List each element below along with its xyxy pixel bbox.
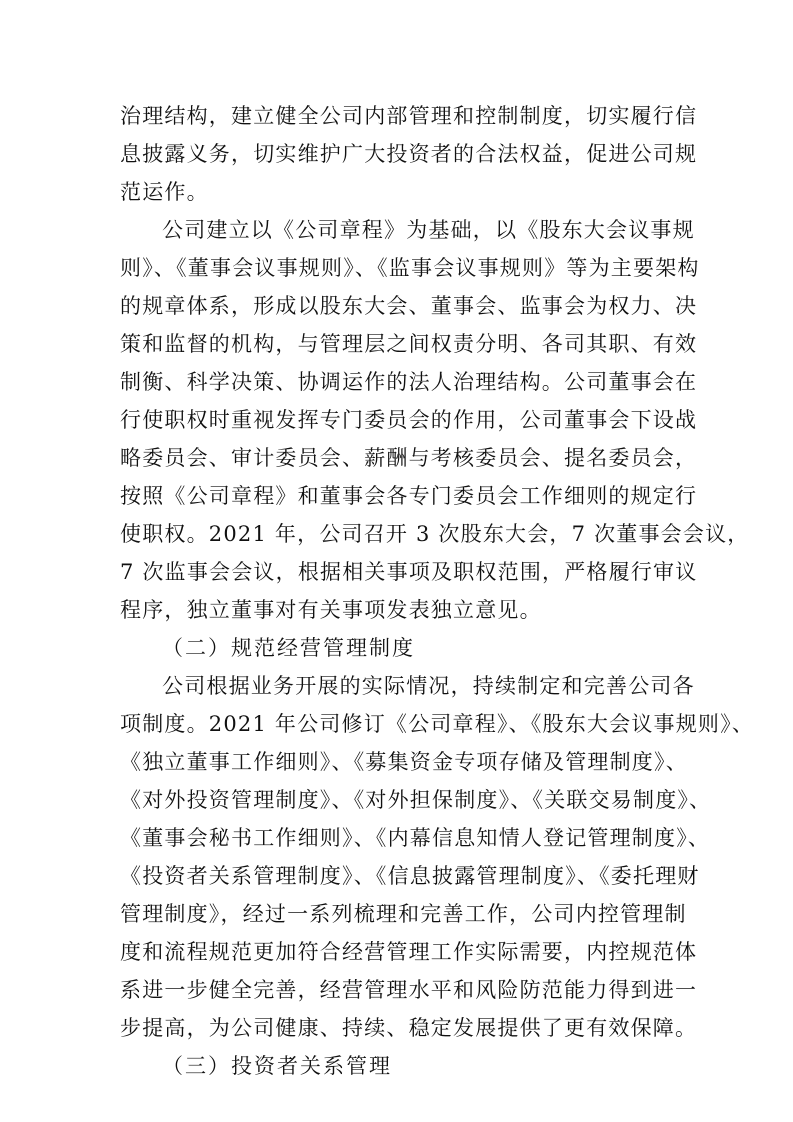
paragraph-line: 略委员会、审计委员会、薪酬与考核委员会、提名委员会， xyxy=(120,446,698,470)
paragraph-line: 《董事会秘书工作细则》、《内幕信息知情人登记管理制度》、 xyxy=(120,826,711,850)
paragraph-line: 步提高，为公司健康、持续、稳定发展提供了更有效保障。 xyxy=(120,1016,698,1040)
paragraph-line: 策和监督的机构，与管理层之间权责分明、各司其职、有效 xyxy=(120,332,698,356)
paragraph-line: 管理制度》，经过一系列梳理和完善工作，公司内控管理制 xyxy=(120,902,687,926)
paragraph-line: 使职权。2021 年，公司召开 3 次股东大会，7 次董事会会议， xyxy=(120,522,750,546)
paragraph-line: 行使职权时重视发挥专门委员会的作用，公司董事会下设战 xyxy=(120,408,698,432)
paragraph-line: 公司根据业务开展的实际情况，持续制定和完善公司各 xyxy=(162,674,695,698)
paragraph-line: 7 次监事会会议，根据相关事项及职权范围，严格履行审议 xyxy=(120,560,698,584)
paragraph-line: 则》、《董事会议事规则》、《监事会议事规则》等为主要架构 xyxy=(120,256,700,280)
paragraph-line: 《对外投资管理制度》、《对外担保制度》、《关联交易制度》、 xyxy=(120,788,712,812)
paragraph-line: 治理结构，建立健全公司内部管理和控制制度，切实履行信 xyxy=(120,104,698,128)
paragraph-line: 公司建立以《公司章程》为基础，以《股东大会议事规 xyxy=(162,218,695,242)
paragraph-line: 系进一步健全完善，经营管理水平和风险防范能力得到进一 xyxy=(120,978,698,1002)
paragraph-line: 息披露义务，切实维护广大投资者的合法权益，促进公司规 xyxy=(120,142,698,166)
paragraph-line: 《投资者关系管理制度》、《信息披露管理制度》、《委托理财 xyxy=(120,864,700,888)
paragraph-line: 按照《公司章程》和董事会各专门委员会工作细则的规定行 xyxy=(120,484,698,508)
section-heading: （三）投资者关系管理 xyxy=(162,1054,392,1078)
paragraph-line: 制衡、科学决策、协调运作的法人治理结构。公司董事会在 xyxy=(120,370,698,394)
paragraph-line: 项制度。2021 年公司修订《公司章程》、《股东大会议事规则》、 xyxy=(120,712,755,736)
paragraph-line: 的规章体系，形成以股东大会、董事会、监事会为权力、决 xyxy=(120,294,698,318)
paragraph-line: 度和流程规范更加符合经营管理工作实际需要，内控规范体 xyxy=(120,940,698,964)
section-heading: （二）规范经营管理制度 xyxy=(162,636,415,660)
paragraph-line: 范运作。 xyxy=(120,180,209,204)
paragraph-line: 《独立董事工作细则》、《募集资金专项存储及管理制度》、 xyxy=(120,750,688,774)
paragraph-line: 程序，独立董事对有关事项发表独立意见。 xyxy=(120,598,542,622)
